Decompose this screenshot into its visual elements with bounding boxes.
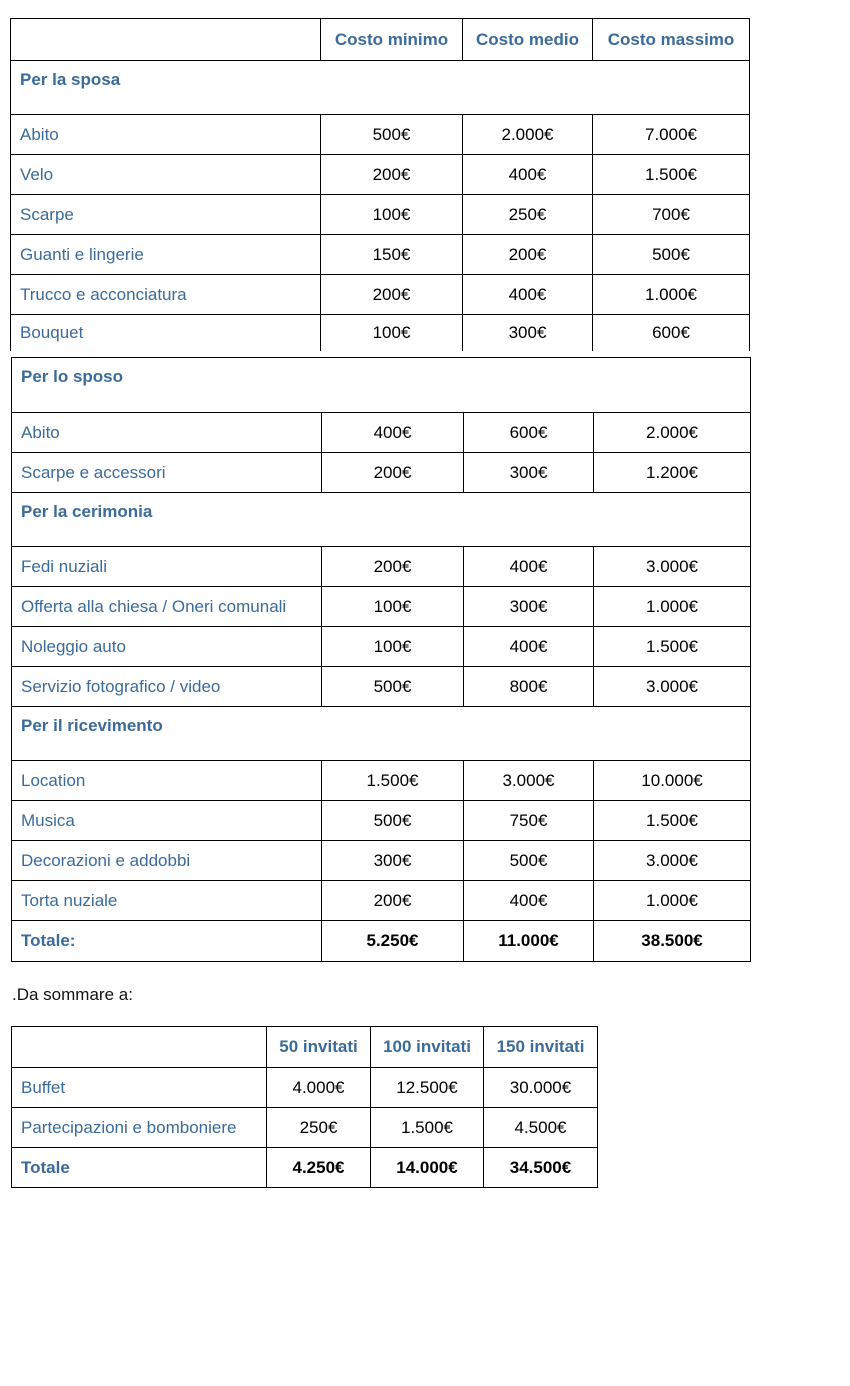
table-row [12, 881, 751, 921]
cost-max: 1.000€ [593, 275, 750, 315]
cost-avg: 800€ [464, 667, 594, 707]
cost-avg: 300€ [464, 453, 594, 493]
note-text: .Da sommare a: [12, 985, 133, 1004]
header-100-invitati: 100 invitati [371, 1027, 484, 1068]
cost-max: 600€ [593, 315, 750, 351]
cost-min: 300€ [322, 841, 464, 881]
cost-max: 1.000€ [594, 587, 751, 627]
cost-max: 700€ [593, 195, 750, 235]
table-row [12, 1068, 598, 1108]
table-row [12, 453, 751, 493]
cost-min: 100€ [321, 315, 463, 351]
table-row [11, 195, 750, 235]
item-label: Velo [11, 155, 321, 195]
cost-avg: 400€ [464, 881, 594, 921]
cost-avg: 400€ [463, 155, 593, 195]
total-min: 5.250€ [322, 921, 464, 962]
table-row [12, 801, 751, 841]
header-costo-minimo: Costo minimo [321, 19, 463, 61]
total-row [12, 1148, 598, 1188]
cost-max: 10.000€ [594, 761, 751, 801]
header-150-invitati: 150 invitati [484, 1027, 598, 1068]
item-label: Abito [12, 413, 322, 453]
item-label: Trucco e acconciatura [11, 275, 321, 315]
item-label: Location [12, 761, 322, 801]
cost-avg: 3.000€ [464, 761, 594, 801]
item-label: Fedi nuziali [12, 547, 322, 587]
cost-min: 500€ [322, 667, 464, 707]
cost-max: 1.500€ [594, 627, 751, 667]
cost-min: 100€ [322, 587, 464, 627]
cost-max: 1.500€ [594, 801, 751, 841]
table-row [12, 667, 751, 707]
header-costo-massimo: Costo massimo [593, 19, 750, 61]
cost-min: 100€ [321, 195, 463, 235]
table-row [12, 413, 751, 453]
table-row [12, 627, 751, 667]
item-label: Partecipazioni e bomboniere [12, 1108, 267, 1148]
cost-avg: 200€ [463, 235, 593, 275]
cost-max: 2.000€ [594, 413, 751, 453]
cost-max: 3.000€ [594, 841, 751, 881]
total-max: 38.500€ [594, 921, 751, 962]
item-label: Buffet [12, 1068, 267, 1108]
section-title: Per la cerimonia [12, 493, 751, 547]
cost-avg: 600€ [464, 413, 594, 453]
total-50: 4.250€ [267, 1148, 371, 1188]
total-150: 34.500€ [484, 1148, 598, 1188]
table-row [12, 841, 751, 881]
section-title: Per lo sposo [12, 358, 751, 413]
cost-avg: 300€ [463, 315, 593, 351]
item-label: Scarpe [11, 195, 321, 235]
table-row [11, 315, 750, 351]
cost-max: 500€ [593, 235, 750, 275]
costs-table-part1 [10, 18, 750, 351]
cost-min: 200€ [322, 547, 464, 587]
cost-150: 30.000€ [484, 1068, 598, 1108]
item-label: Offerta alla chiesa / Oneri comunali [12, 587, 322, 627]
cost-avg: 400€ [464, 627, 594, 667]
cost-max: 1.200€ [594, 453, 751, 493]
costs-table-part2 [11, 357, 751, 962]
cost-min: 500€ [322, 801, 464, 841]
total-avg: 11.000€ [464, 921, 594, 962]
cost-min: 400€ [322, 413, 464, 453]
cost-max: 7.000€ [593, 115, 750, 155]
header-costo-medio: Costo medio [463, 19, 593, 61]
cost-min: 150€ [321, 235, 463, 275]
table-header-row [12, 1027, 598, 1068]
item-label: Abito [11, 115, 321, 155]
item-label: Bouquet [11, 315, 321, 351]
section-row-cerimonia [12, 493, 751, 547]
table-row [12, 1108, 598, 1148]
cost-min: 200€ [321, 155, 463, 195]
cost-min: 100€ [322, 627, 464, 667]
table-row [12, 587, 751, 627]
cost-avg: 2.000€ [463, 115, 593, 155]
section-row-ricevimento [12, 707, 751, 761]
table-row [11, 115, 750, 155]
cost-min: 1.500€ [322, 761, 464, 801]
cost-100: 12.500€ [371, 1068, 484, 1108]
section-title: Per la sposa [11, 61, 750, 115]
cost-max: 3.000€ [594, 547, 751, 587]
item-label: Noleggio auto [12, 627, 322, 667]
item-label: Servizio fotografico / video [12, 667, 322, 707]
section-row-sposo [12, 358, 751, 413]
table-row [11, 155, 750, 195]
total-label: Totale [12, 1148, 267, 1188]
cost-min: 200€ [322, 881, 464, 921]
total-100: 14.000€ [371, 1148, 484, 1188]
header-50-invitati: 50 invitati [267, 1027, 371, 1068]
cost-avg: 250€ [463, 195, 593, 235]
item-label: Scarpe e accessori [12, 453, 322, 493]
table-row [11, 275, 750, 315]
cost-avg: 400€ [463, 275, 593, 315]
section-row-sposa [11, 61, 750, 115]
cost-avg: 300€ [464, 587, 594, 627]
item-label: Torta nuziale [12, 881, 322, 921]
table-row [12, 761, 751, 801]
item-label: Guanti e lingerie [11, 235, 321, 275]
cost-50: 250€ [267, 1108, 371, 1148]
header-cell [11, 19, 321, 61]
cost-avg: 400€ [464, 547, 594, 587]
cost-avg: 500€ [464, 841, 594, 881]
cost-max: 1.000€ [594, 881, 751, 921]
cost-150: 4.500€ [484, 1108, 598, 1148]
cost-max: 3.000€ [594, 667, 751, 707]
header-cell [12, 1027, 267, 1068]
cost-min: 500€ [321, 115, 463, 155]
cost-50: 4.000€ [267, 1068, 371, 1108]
total-label: Totale: [12, 921, 322, 962]
cost-min: 200€ [322, 453, 464, 493]
table-row [12, 547, 751, 587]
cost-min: 200€ [321, 275, 463, 315]
cost-avg: 750€ [464, 801, 594, 841]
guests-table [11, 1026, 598, 1188]
table-row [11, 235, 750, 275]
cost-max: 1.500€ [593, 155, 750, 195]
item-label: Musica [12, 801, 322, 841]
total-row [12, 921, 751, 962]
section-title: Per il ricevimento [12, 707, 751, 761]
table-header-row [11, 19, 750, 61]
cost-100: 1.500€ [371, 1108, 484, 1148]
item-label: Decorazioni e addobbi [12, 841, 322, 881]
